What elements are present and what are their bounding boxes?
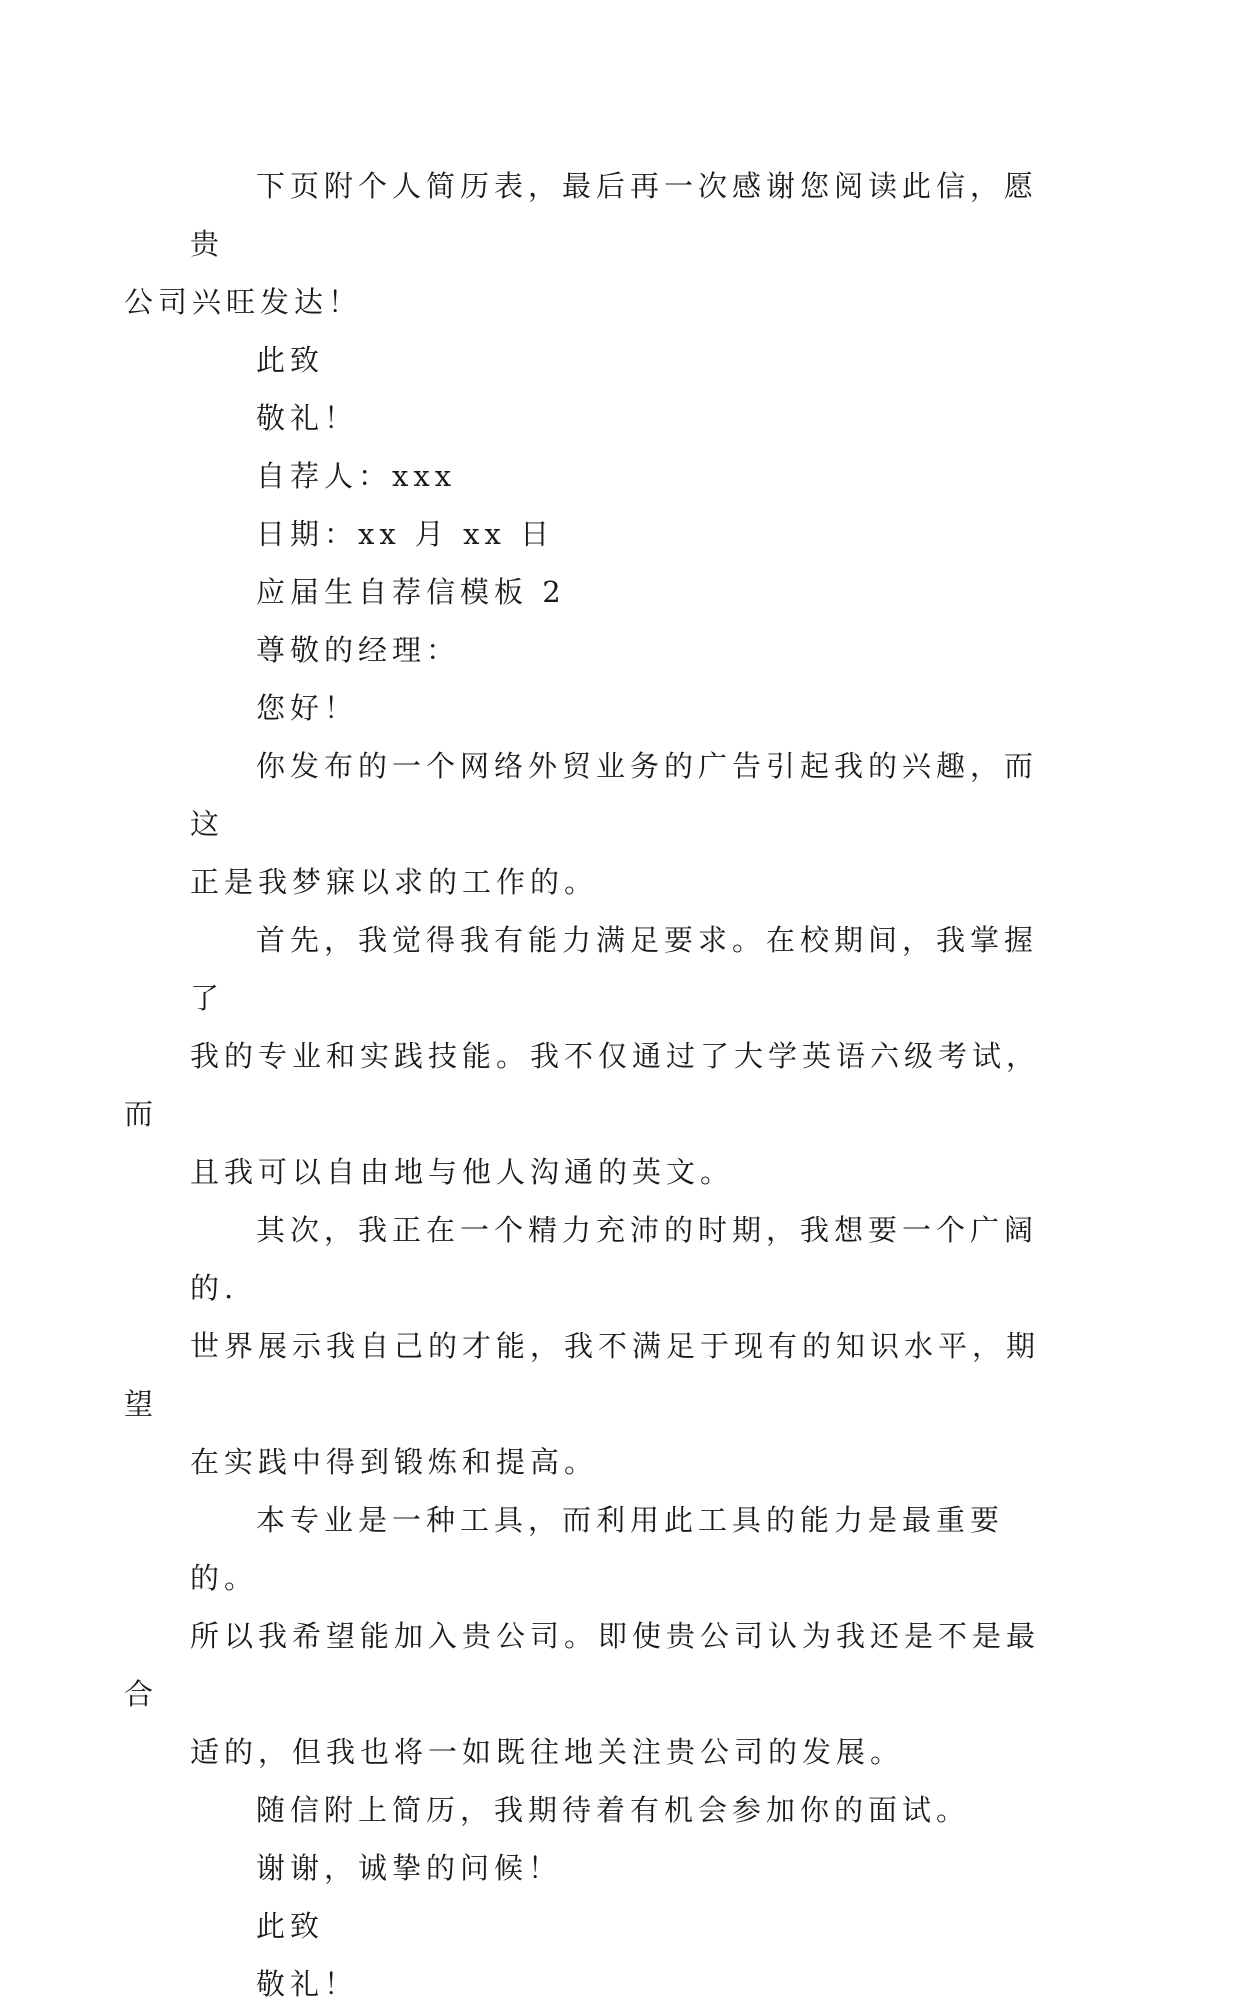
text-line: 敬礼！	[256, 401, 359, 435]
text-line: 世界展示我自己的才能，我不满足于现有的知识水平，期望	[124, 1329, 1041, 1421]
document-page	[124, 157, 1060, 2013]
paragraph-interest	[190, 737, 1060, 911]
text-line: 且我可以自由地与他人沟通的英文。	[190, 1155, 735, 1189]
paragraph-hello	[190, 679, 1060, 737]
paragraph-salutation-ci-zhi	[190, 331, 1060, 389]
text-line: 下页附个人简历表，最后再一次感谢您阅读此信，愿贵	[190, 169, 1039, 261]
text-line: 其次，我正在一个精力充沛的时期，我想要一个广阔的.	[190, 1213, 1039, 1305]
text-line: 尊敬的经理：	[256, 633, 461, 667]
text-line: 本专业是一种工具，而利用此工具的能力是最重要的。	[190, 1503, 1005, 1595]
section-heading-template-2	[190, 563, 1060, 621]
paragraph-second-reason	[124, 1201, 1060, 1491]
text-line: 正是我梦寐以求的工作的。	[190, 865, 599, 899]
text-line: 谢谢，诚挚的问候！	[256, 1851, 563, 1885]
text-line: 我的专业和实践技能。我不仅通过了大学英语六级考试，而	[124, 1039, 1041, 1131]
text-line: 应届生自荐信模板 2	[256, 575, 566, 609]
paragraph-salutation-ci-zhi-2	[190, 1897, 1060, 1955]
text-line: 公司兴旺发达！	[124, 285, 363, 319]
text-line: 随信附上简历，我期待着有机会参加你的面试。	[256, 1793, 971, 1827]
paragraph-greeting-manager	[190, 621, 1060, 679]
text-line: 敬礼！	[256, 1967, 359, 2001]
text-line: 自荐人：xxx	[256, 459, 457, 493]
paragraph-signature	[190, 447, 1060, 505]
paragraph-closing-note	[124, 157, 1060, 331]
text-line: 你发布的一个网络外贸业务的广告引起我的兴趣，而这	[190, 749, 1039, 841]
paragraph-resume-attached	[190, 1781, 1060, 1839]
text-line: 在实践中得到锻炼和提高。	[190, 1445, 599, 1479]
text-line: 适的，但我也将一如既往地关注贵公司的发展。	[190, 1735, 905, 1769]
text-line: 首先，我觉得我有能力满足要求。在校期间，我掌握了	[190, 923, 1039, 1015]
paragraph-third-reason	[124, 1491, 1060, 1781]
paragraph-jing-li-2	[190, 1955, 1060, 2013]
paragraph-date	[190, 505, 1060, 563]
text-line: 所以我希望能加入贵公司。即使贵公司认为我还是不是最合	[124, 1619, 1041, 1711]
text-line: 此致	[256, 343, 325, 377]
paragraph-jing-li	[190, 389, 1060, 447]
text-line: 您好！	[256, 691, 359, 725]
text-line: 此致	[256, 1909, 325, 1943]
paragraph-first-reason	[124, 911, 1060, 1201]
text-line: 日期：xx 月 xx 日	[256, 517, 555, 551]
paragraph-thanks	[190, 1839, 1060, 1897]
